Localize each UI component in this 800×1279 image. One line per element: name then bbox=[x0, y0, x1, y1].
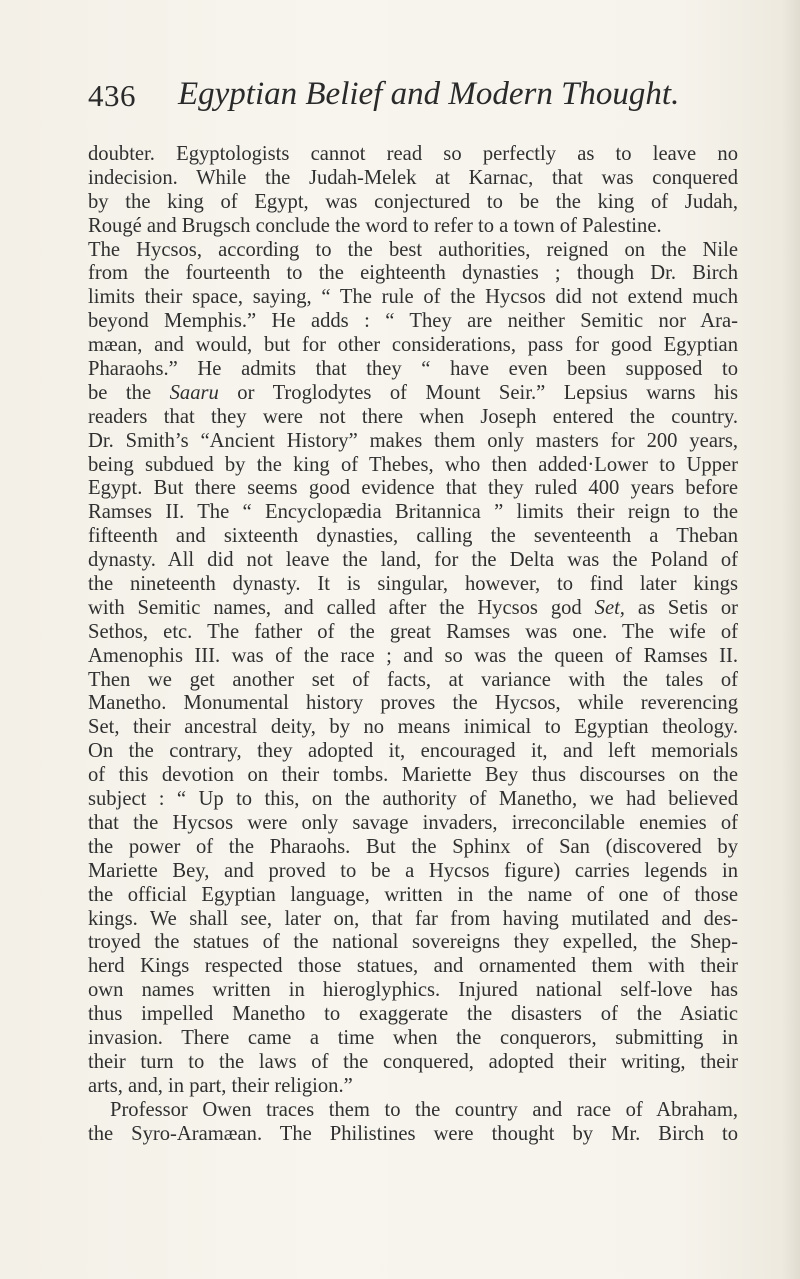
text-line: Mariette Bey, and proved to be a Hycsos figure) carries legends in bbox=[88, 859, 738, 882]
text-line: The Hycsos, according to the best authorities, reigned on the Nile bbox=[88, 238, 738, 261]
text-line: the power of the Pharaohs. But the Sphinx of San (discovered by bbox=[88, 835, 738, 858]
text-line: fifteenth and sixteenth dynasties, calling the seventeenth a Theban bbox=[88, 525, 738, 548]
text-line: thus impelled Manetho to exaggerate the disasters of the Asiatic bbox=[88, 1003, 738, 1026]
text-line: mæan, and would, but for other considerations, pass for good Egyptian bbox=[88, 334, 738, 357]
text-line: from the fourteenth to the eighteenth dynasties ; though Dr. Birch bbox=[88, 262, 738, 285]
text-line: Rougé and Brugsch conclude the word to refer to a town of Palestine. bbox=[88, 214, 662, 237]
text-line: invasion. There came a time when the conquerors, submitting in bbox=[88, 1026, 738, 1049]
text-line: dynasty. All did not leave the land, for the Delta was the Poland of bbox=[88, 549, 738, 572]
text-line: Set, their ancestral deity, by no means inimical to Egyptian theology. bbox=[88, 716, 738, 739]
text-line: Egypt. But there seems good evidence that they ruled 400 years before bbox=[88, 477, 738, 500]
text-line: Pharaohs.” He admits that they “ have even been supposed to bbox=[88, 358, 738, 381]
text-line: with Semitic names, and called after the Hycsos god Set, as Setis or bbox=[88, 596, 738, 619]
page-header bbox=[88, 76, 728, 126]
text-line: Ramses II. The “ Encyclopædia Britannica ” limits their reign to the bbox=[88, 501, 738, 524]
text-line: the official Egyptian language, written in the name of one of those bbox=[88, 883, 738, 906]
text-line: troyed the statues of the national sovereigns they expelled, the Shep- bbox=[88, 931, 738, 954]
text-line: the nineteenth dynasty. It is singular, however, to find later kings bbox=[88, 573, 738, 596]
text-line: herd Kings respected those statues, and ornamented them with their bbox=[88, 955, 738, 978]
text-line: kings. We shall see, later on, that far from having mutilated and des- bbox=[88, 907, 738, 930]
text-line: of this devotion on their tombs. Mariette Bey thus discourses on the bbox=[88, 764, 738, 787]
italic-term: Set, bbox=[594, 596, 625, 619]
text-line: arts, and, in part, their religion.” bbox=[88, 1074, 353, 1097]
text-line: their turn to the laws of the conquered, adopted their writing, their bbox=[88, 1050, 738, 1073]
text-line: be the Saaru or Troglodytes of Mount Seir.” Lepsius warns his bbox=[88, 381, 738, 404]
text-line: being subdued by the king of Thebes, who then added·Lower to Upper bbox=[88, 453, 738, 476]
text-line: that the Hycsos were only savage invaders, irreconcilable enemies of bbox=[88, 811, 738, 834]
page-edge-shadow bbox=[782, 0, 800, 1279]
text-line: Then we get another set of facts, at variance with the tales of bbox=[88, 668, 738, 691]
text-line: On the contrary, they adopted it, encouraged it, and left memorials bbox=[88, 740, 738, 763]
text-line: Professor Owen traces them to the country and race of Abraham, bbox=[110, 1098, 738, 1121]
text-line: indecision. While the Judah-Melek at Karnac, that was conquered bbox=[88, 166, 738, 189]
text-line: subject : “ Up to this, on the authority of Manetho, we had believed bbox=[88, 788, 738, 811]
text-line: Sethos, etc. The father of the great Ramses was one. The wife of bbox=[88, 620, 738, 643]
text-line: Dr. Smith’s “Ancient History” makes them only masters for 200 years, bbox=[88, 429, 738, 452]
body-text bbox=[88, 143, 738, 1146]
text-line: readers that they were not there when Joseph entered the country. bbox=[88, 405, 738, 428]
text-line: the Syro-Aramæan. The Philistines were thought by Mr. Birch to bbox=[88, 1122, 738, 1145]
page-number: 436 bbox=[88, 78, 136, 113]
text-line: Manetho. Monumental history proves the Hycsos, while reverencing bbox=[88, 692, 738, 715]
text-line: beyond Memphis.” He adds : “ They are neither Semitic nor Ara- bbox=[88, 310, 738, 333]
italic-term: Saaru bbox=[169, 381, 219, 404]
text-line: own names written in hieroglyphics. Injured national self-love has bbox=[88, 979, 738, 1002]
text-line: limits their space, saying, “ The rule of the Hycsos did not extend much bbox=[88, 286, 738, 309]
text-line: by the king of Egypt, was conjectured to be the king of Judah, bbox=[88, 190, 738, 213]
text-line: doubter. Egyptologists cannot read so perfectly as to leave no bbox=[88, 143, 738, 165]
running-title: Egyptian Belief and Modern Thought. bbox=[178, 76, 680, 112]
text-line: Amenophis III. was of the race ; and so was the queen of Ramses II. bbox=[88, 644, 738, 667]
